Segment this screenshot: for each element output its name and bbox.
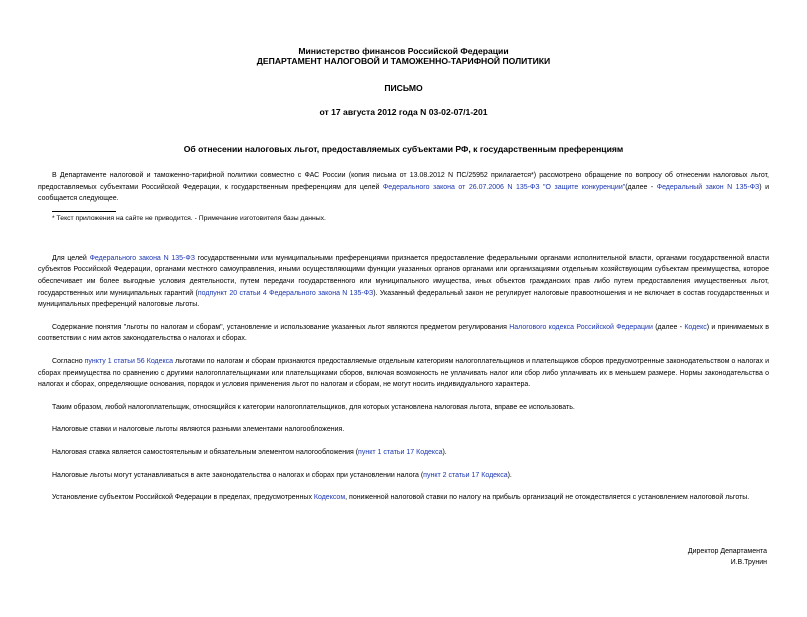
text: Согласно <box>52 357 85 365</box>
text: Содержание понятия "льготы по налогам и сборам", установление и использование указанных льгот являются предметом регулирования <box>52 323 510 331</box>
text: Установление субъектом Российской Федерации в пределах, предусмотренных <box>52 494 314 502</box>
text: ). <box>507 471 512 479</box>
paragraph-rate-element <box>38 447 769 459</box>
footnote-separator <box>52 211 116 212</box>
signature-block <box>688 546 767 568</box>
code-link[interactable]: Кодексом <box>313 494 346 502</box>
document-date-number: от 17 августа 2012 года N 03-02-07/1-201 <box>319 107 488 117</box>
law-link[interactable]: Федерального закона N 135-ФЗ <box>89 254 195 262</box>
article-17-p1-link[interactable]: пункт 1 статьи 17 Кодекса <box>358 448 443 456</box>
document-page <box>0 46 807 617</box>
article-56-link[interactable]: пункту 1 статьи 56 Кодекса <box>84 357 174 365</box>
document-subject: Об отнесении налоговых льгот, предоставляемых субъектами РФ, к государственным преференциям <box>183 144 624 154</box>
tax-code-link[interactable]: Налогового кодекса Российской Федерации <box>509 323 653 331</box>
text: Налоговая ставка является самостоятельным и обязательным элементом налогообложения ( <box>52 448 359 456</box>
department-name: ДЕПАРТАМЕНТ НАЛОГОВОЙ И ТАМОЖЕННО-ТАРИФНОЙ ПОЛИТИКИ <box>256 56 551 66</box>
text: государственными или муниципальными преференциями признается предоставление федеральными органами исполнительной власти, органами государственной власти субъектов Российской Федерации, органами местного самоуправления, иными осуществляющими функции указанных органов органами или организациями отдельным хозяйствующим субъектам преимущества, которое обеспечивает им более выгодные условия деятельности, путем передачи государственного или муниципального имущества, иных объектов гражданских прав либо путем предоставления имущественных льгот, государственных или муниципальных гарантий ( <box>38 254 769 297</box>
signatory-name: И.В.Трунин <box>730 559 767 566</box>
text: (далее - <box>652 323 685 331</box>
text: Для целей <box>52 254 90 262</box>
text: (далее - <box>625 183 657 191</box>
text: , пониженной налоговой ставки по налогу на прибыль организаций не отождествляется с установлением налоговой льготы. <box>345 494 750 502</box>
signatory-title: Директор Департамента <box>687 548 767 555</box>
text: ) и принимаемых в соответствии с ним актов законодательства о налогах и сборах. <box>38 323 769 343</box>
text: ) и сообщается следующее. <box>38 183 769 203</box>
code-link[interactable]: Кодекс <box>684 323 707 331</box>
document-type: ПИСЬМО <box>384 83 423 93</box>
paragraph-tax-benefits <box>38 322 769 345</box>
text: Налоговые льготы могут устанавливаться в акте законодательства о налогах и сборах при установлении налога ( <box>52 471 424 479</box>
law-short-link[interactable]: Федеральный закон N 135-ФЗ <box>656 183 760 191</box>
text: ). <box>442 448 447 456</box>
paragraph-preferences <box>38 253 769 311</box>
text: В Департаменте налоговой и таможенно-тарифной политики совместно с ФАС России (копия письма от 13.08.2012 N ПС/25952 прилагается*) рассмотрено обращение по вопросу об отнесении налоговых льгот, предоставляемых субъектами Российской Федерации, к государственным преференциям для целей <box>38 172 769 191</box>
law-link[interactable]: Федерального закона от 26.07.2006 N 135-ФЗ "О защите конкуренции" <box>382 183 626 191</box>
paragraph-intro <box>38 170 769 205</box>
document-body <box>38 170 769 504</box>
paragraph-rates: Налоговые ставки и налоговые льготы являются разными элементами налогообложения. <box>52 426 345 434</box>
text: льготами по налогам и сборам признаются предоставляемые отдельным категориям налогоплательщиков и плательщиков сборов предусмотренные законодательством о налогах и сборах преимущества по сравнению с другими налогоплательщиками или плательщиками сборов, включая возможность не уплачивать налог или сбор либо уплачивать их в меньшем размере. Нормы законодательства о налогах и сборах, определяющие основания, порядок и условия применения льгот по налогам и сборам, не могут носить индивидуального характера. <box>38 357 770 389</box>
law-article-link[interactable]: подпункт 20 статьи 4 Федерального закона N 135-ФЗ <box>197 289 374 297</box>
article-17-p2-link[interactable]: пункт 2 статьи 17 Кодекса <box>423 471 508 479</box>
paragraph-article-56 <box>38 356 769 391</box>
paragraph-benefit-establishment <box>38 470 769 482</box>
paragraph-conclusion: Таким образом, любой налогоплательщик, относящийся к категории налогоплательщиков, для которых установлена налоговая льгота, вправе ее использовать. <box>52 403 575 411</box>
ministry-name: Министерство финансов Российской Федерации <box>298 46 509 56</box>
paragraph-reduced-rate <box>38 492 769 504</box>
footnote: * Текст приложения на сайте не приводится. - Примечание изготовителя базы данных. <box>52 214 326 222</box>
document-header <box>38 46 769 154</box>
text: ). Указанный федеральный закон не регулирует налоговые правоотношения и не включает в состав государственных и муниципальных преференций налоговые льготы. <box>38 289 769 309</box>
